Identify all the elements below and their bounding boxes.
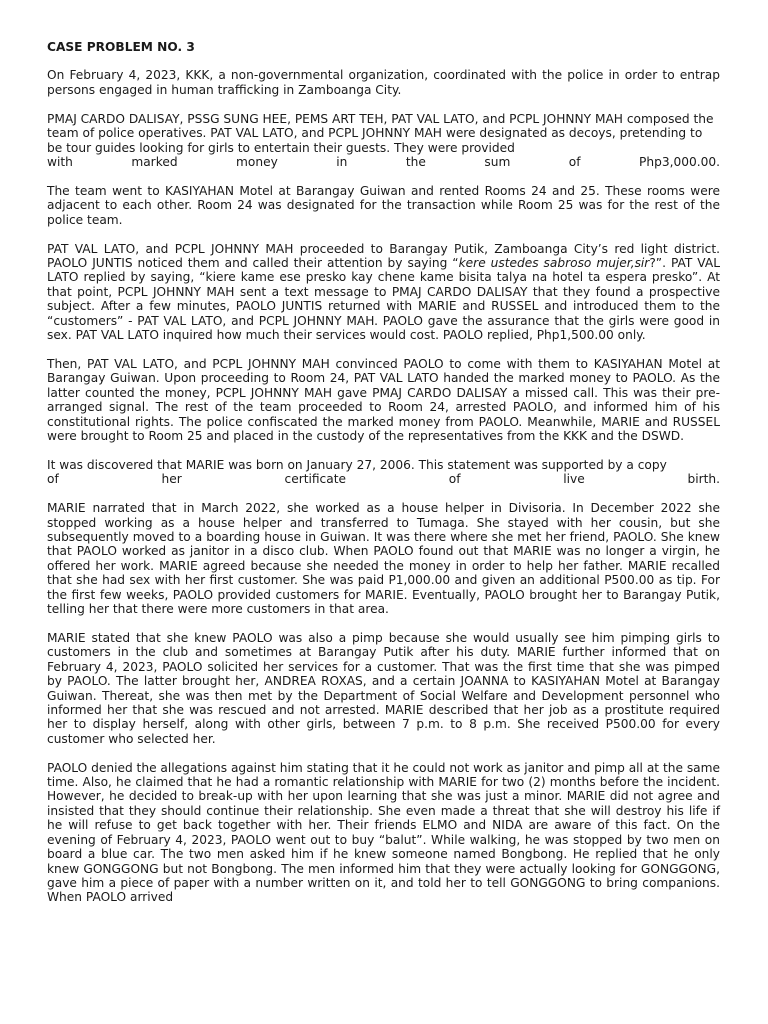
paragraph-2-body: PMAJ CARDO DALISAY, PSSG SUNG HEE, PEMS ART TEH, PAT VAL LATO, and PCPL JOHNNY MAH composed the team of police operatives. PAT VAL LATO, and PCPL JOHNNY MAH were designated as decoys, pretending to be tour guides looking for girls to entertain their guests. They were provided bbox=[47, 111, 714, 155]
paragraph-4-quote: kere ustedes sabroso mujer,sir bbox=[458, 255, 650, 270]
paragraph-5: Then, PAT VAL LATO, and PCPL JOHNNY MAH convinced PAOLO to come with them to KASIYAHAN Motel at Barangay Guiwan. Upon proceeding to Room 24, PAT VAL LATO handed the marked money to PAOLO. As the latter counted the money, PCPL JOHNNY MAH gave PMAJ CARDO DALISAY a missed call. This was their pre-arranged signal. The rest of the team proceeded to Room 24, arrested PAOLO, and informed him of his constitutional rights. The police confiscated the marked money from PAOLO. Meanwhile, MARIE and RUSSEL were brought to Room 25 and placed in the custody of the representatives from the KKK and the DSWD. bbox=[47, 356, 720, 443]
paragraph-6 bbox=[47, 458, 720, 487]
paragraph-4-part-a: PAT VAL LATO, and PCPL JOHNNY MAH proceeded to Barangay Putik, Zamboanga City’s red light district. PAOLO JUNTIS noticed them and called their attention by saying “ bbox=[47, 241, 720, 270]
paragraph-2 bbox=[47, 112, 720, 170]
paragraph-3: The team went to KASIYAHAN Motel at Barangay Guiwan and rented Rooms 24 and 25. These rooms were adjacent to each other. Room 24 was designated for the transaction while Room 25 was for the rest of the police team. bbox=[47, 183, 720, 227]
paragraph-6-tail: of her certificate of live birth. bbox=[47, 472, 720, 487]
paragraph-6-body: It was discovered that MARIE was born on January 27, 2006. This statement was supported by a copy bbox=[47, 457, 667, 472]
paragraph-4-part-b: ?”. PAT VAL LATO replied by saying, “kiere kame ese presko kay chene kame bisita talya na hotel ta espera presko”. At that point, PCPL JOHNNY MAH sent a text message to PMAJ CARDO DALISAY that they found a prospective subject. After a few minutes, PAOLO JUNTIS returned with MARIE and RUSSEL and introduced them to the “customers” - PAT VAL LATO, and PCPL JOHNNY MAH. PAOLO gave the assurance that the girls were good in sex. PAT VAL LATO inquired how much their services would cost. PAOLO replied, Php1,500.00 only. bbox=[47, 255, 720, 342]
paragraph-7: MARIE narrated that in March 2022, she worked as a house helper in Divisoria. In December 2022 she stopped working as a house helper and transferred to Tumaga. She stayed with her cousin, but she subsequently moved to a boarding house in Guiwan. It was there where she met her friend, PAOLO. She knew that PAOLO worked as janitor in a disco club. When PAOLO found out that MARIE was no longer a virgin, he offered her work. MARIE agreed because she needed the money in order to help her father. MARIE recalled that she had sex with her first customer. She was paid P1,000.00 and given an additional P500.00 as tip. For the first few weeks, PAOLO provided customers for MARIE. Eventually, PAOLO brought her to Barangay Putik, telling her that there were more customers in that area. bbox=[47, 501, 720, 616]
paragraph-9: PAOLO denied the allegations against him stating that it he could not work as janitor and pimp all at the same time. Also, he claimed that he had a romantic relationship with MARIE for two (2) months before the incident. However, he decided to break-up with her upon learning that she was just a minor. MARIE did not agree and insisted that they should continue their relationship. She even made a threat that she will destroy his life if he will refuse to get back together with her. Their friends ELMO and NIDA are aware of this fact. On the evening of February 4, 2023, PAOLO went out to buy “balut”. While walking, he was stopped by two men on board a blue car. The two men asked him if he knew someone named Bongbong. He replied that he only knew GONGGONG but not Bongbong. The men informed him that they were actually looking for GONGGONG, gave him a piece of paper with a number written on it, and told her to tell GONGGONG to bring companions. When PAOLO arrived bbox=[47, 760, 721, 905]
paragraph-4 bbox=[47, 242, 720, 343]
paragraph-1: On February 4, 2023, KKK, a non-governmental organization, coordinated with the police in order to entrap persons engaged in human trafficking in Zamboanga City. bbox=[47, 68, 720, 97]
document-title: CASE PROBLEM NO. 3 bbox=[47, 40, 195, 54]
paragraph-8: MARIE stated that she knew PAOLO was also a pimp because she would usually see him pimping girls to customers in the club and sometimes at Barangay Putik after his duty. MARIE further informed that on February 4, 2023, PAOLO solicited her services for a customer. That was the first time that she was pimped by PAOLO. The latter brought her, ANDREA ROXAS, and a certain JOANNA to KASIYAHAN Motel at Barangay Guiwan. Thereat, she was then met by the Department of Social Welfare and Development personnel who informed her that she was rescued and not arrested. MARIE described that her job as a prostitute required her to display herself, along with other girls, between 7 p.m. to 8 p.m. She received P500.00 for every customer who selected her. bbox=[47, 630, 720, 746]
paragraph-2-tail: with marked money in the sum of Php3,000.00. bbox=[47, 154, 720, 169]
